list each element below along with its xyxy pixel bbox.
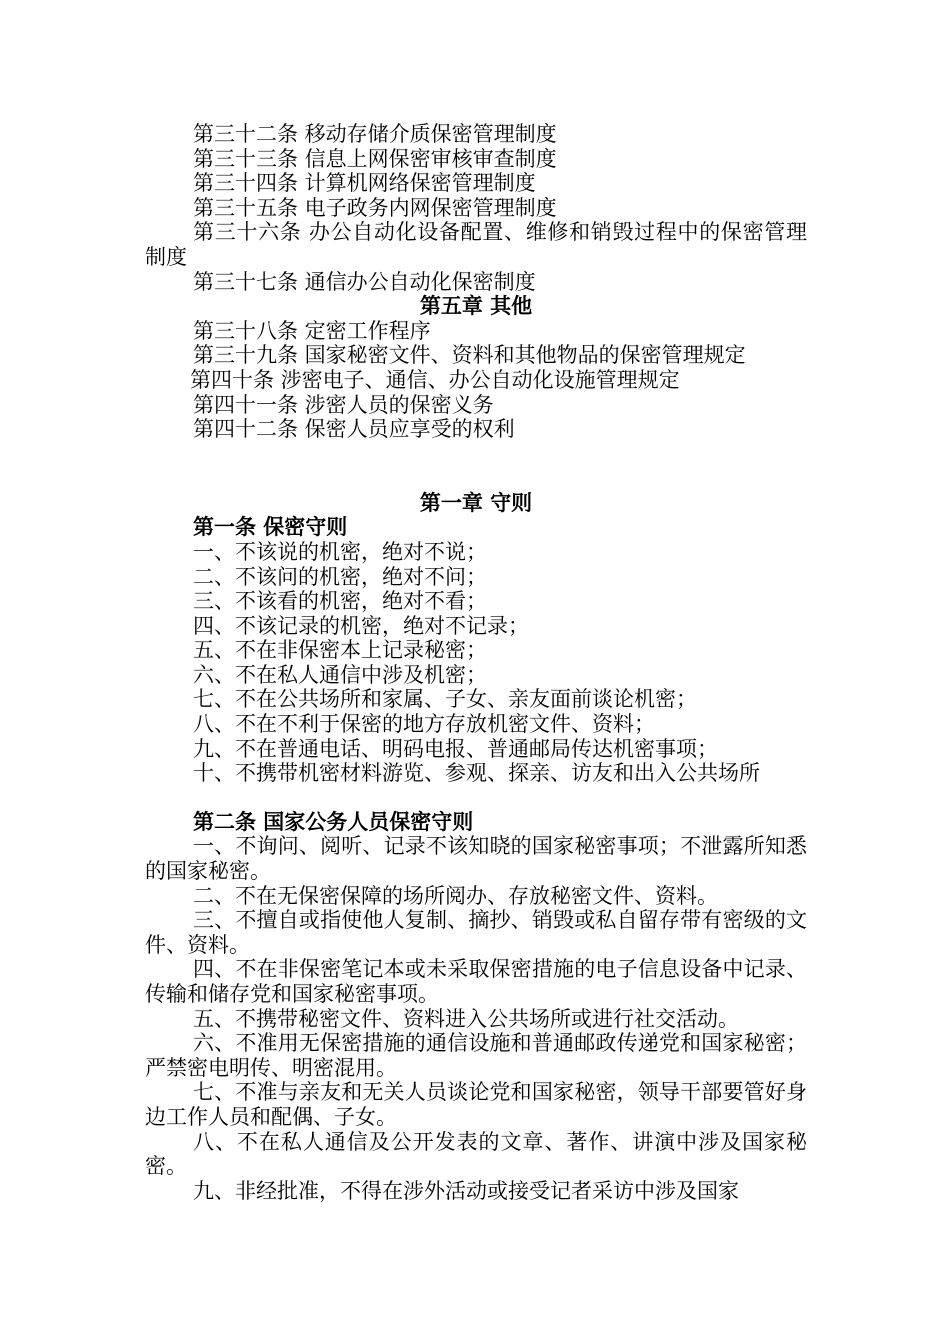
toc-item: 第三十二条 移动存储介质保密管理制度 <box>193 122 557 146</box>
section-spacer <box>145 442 807 491</box>
toc-item: 第三十六条 办公自动化设备配置、维修和销毁过程中的保密管理制度 <box>145 220 807 269</box>
chapter-heading: 第五章 其他 <box>419 294 533 319</box>
section-spacer <box>145 786 807 810</box>
rule-paragraph: 九、非经批准，不得在涉外活动或接受记者采访中涉及国家 <box>193 1178 739 1203</box>
rule-paragraph: 四、不在非保密笔记本或未采取保密措施的电子信息设备中记录、传输和储存党和国家秘密事项。 <box>145 957 807 1006</box>
rule-paragraph: 七、不准与亲友和无关人员谈论党和国家秘密，领导干部要管好身边工作人员和配偶、子女。 <box>145 1080 807 1129</box>
rule-paragraph: 二、不在无保密保障的场所阅办、存放秘密文件、资料。 <box>193 883 718 908</box>
rule-item: 五、不在非保密本上记录秘密； <box>193 638 487 663</box>
rule-item: 四、不该记录的机密，绝对不记录； <box>193 613 529 638</box>
toc-item: 第三十五条 电子政务内网保密管理制度 <box>193 195 557 220</box>
rule-item: 六、不在私人通信中涉及机密； <box>193 662 487 687</box>
article-heading: 第二条 国家公务人员保密守则 <box>193 809 474 834</box>
toc-item: 第三十七条 通信办公自动化保密制度 <box>193 269 536 294</box>
rule-item: 十、不携带机密材料游览、参观、探亲、访友和出入公共场所 <box>193 761 760 786</box>
toc-item: 第四十二条 保密人员应享受的权利 <box>193 417 515 442</box>
document-body <box>145 122 807 1203</box>
toc-item: 第三十四条 计算机网络保密管理制度 <box>193 171 536 196</box>
toc-item: 第四十一条 涉密人员的保密义务 <box>193 392 494 417</box>
rule-paragraph: 三、不擅自或指使他人复制、摘抄、销毁或私自留存带有密级的文件、资料。 <box>145 908 807 957</box>
rule-item: 三、不该看的机密，绝对不看； <box>193 589 487 614</box>
rule-item: 七、不在公共场所和家属、子女、亲友面前谈论机密； <box>193 687 697 712</box>
article-heading: 第一条 保密守则 <box>193 515 348 540</box>
rule-paragraph: 一、不询问、阅听、记录不该知晓的国家秘密事项；不泄露所知悉的国家秘密。 <box>145 834 807 884</box>
toc-item: 第三十八条 定密工作程序 <box>193 318 431 343</box>
rule-paragraph: 八、不在私人通信及公开发表的文章、著作、讲演中涉及国家秘密。 <box>145 1129 807 1179</box>
toc-item: 第三十九条 国家秘密文件、资料和其他物品的保密管理规定 <box>193 343 746 368</box>
rule-item: 九、不在普通电话、明码电报、普通邮局传达机密事项； <box>193 736 718 761</box>
toc-item: 第三十三条 信息上网保密审核审查制度 <box>193 146 557 171</box>
rule-paragraph: 六、不准用无保密措施的通信设施和普通邮政传递党和国家秘密；严禁密电明传、明密混用。 <box>145 1031 807 1080</box>
rule-item: 一、不该说的机密，绝对不说； <box>193 539 487 564</box>
rule-paragraph: 五、不携带秘密文件、资料进入公共场所或进行社交活动。 <box>193 1006 739 1031</box>
rule-item: 八、不在不利于保密的地方存放机密文件、资料； <box>193 712 655 737</box>
rule-item: 二、不该问的机密，绝对不问； <box>193 564 487 589</box>
toc-item: 第四十条 涉密电子、通信、办公自动化设施管理规定 <box>190 367 680 392</box>
chapter-heading: 第一章 守则 <box>419 490 533 515</box>
